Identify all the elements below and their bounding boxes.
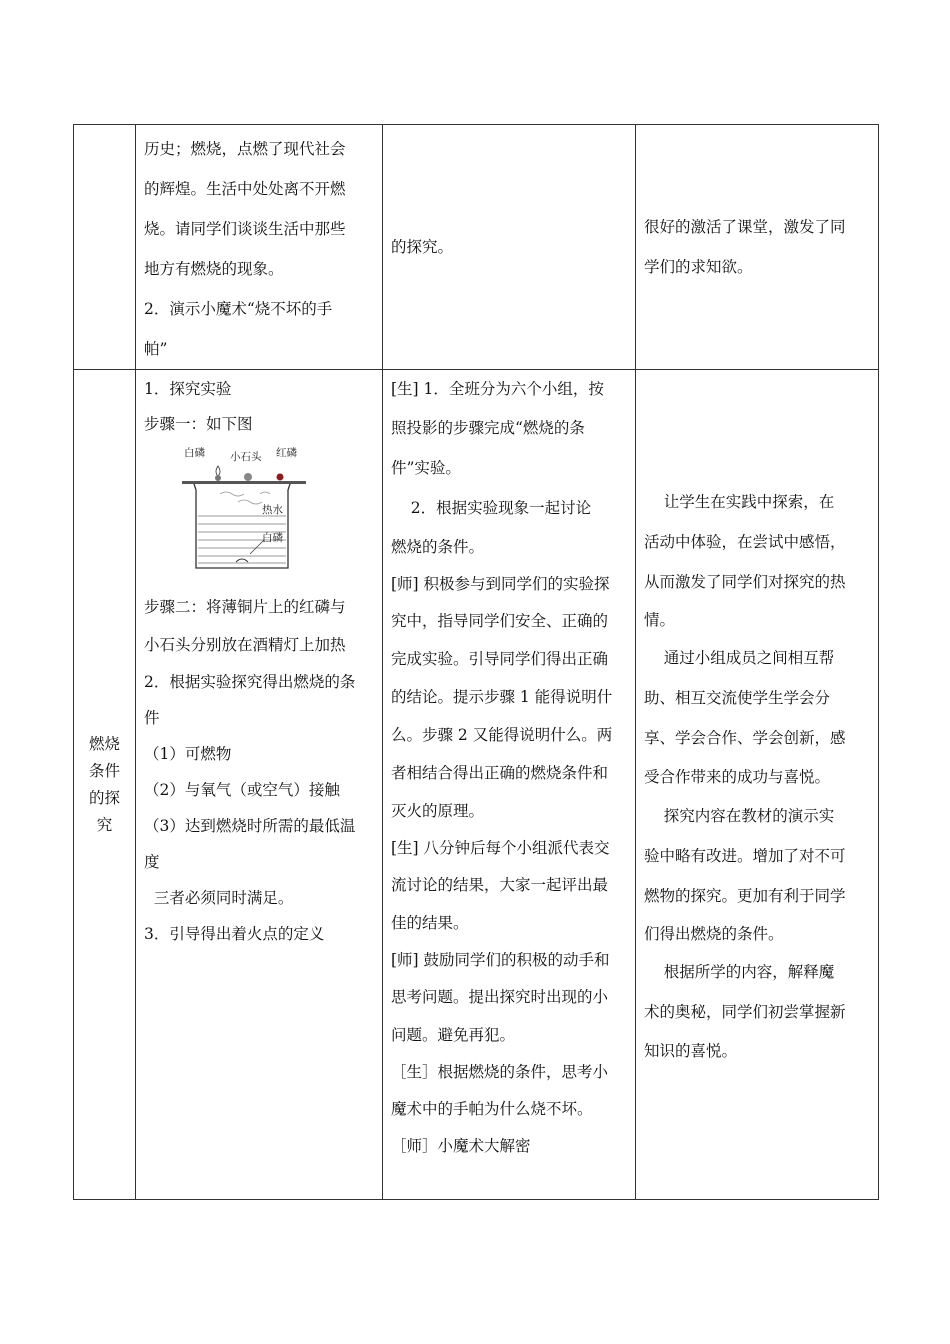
- text-line: 的探究。: [391, 237, 454, 256]
- text-line: 探究内容在教材的演示实: [644, 807, 835, 825]
- text-line: 步骤一：如下图: [144, 415, 253, 433]
- text-line: 验中略有改进。增加了对不可: [644, 847, 846, 865]
- label-hot-water: 热水: [262, 504, 283, 516]
- text-line: 让学生在实践中探索，在: [644, 493, 835, 511]
- text-line: 享、学会合作、学会创新，感: [644, 729, 846, 747]
- text-line: 的辉煌。生活中处处离不开燃: [144, 180, 346, 198]
- text-line: 件”实验。: [391, 459, 461, 477]
- stage-cell-empty: [74, 125, 136, 370]
- design-intent-cell: [636, 370, 879, 1200]
- stage-label-line: 的探: [88, 788, 120, 807]
- student-activity-cell: [383, 370, 636, 1200]
- text-line: 燃烧的条件。: [391, 538, 485, 556]
- text-line: 地方有燃烧的现象。: [144, 260, 284, 278]
- label-red-phosphorus: 红磷: [276, 447, 297, 459]
- student-activity-cell: [383, 125, 636, 370]
- text-line: 灭火的原理。: [391, 802, 485, 820]
- text-line: （3）达到燃烧时所需的最低温: [144, 817, 356, 835]
- text-line: 的结论。提示步骤 1 能得说明什: [391, 688, 613, 706]
- text-line: 3．引导得出着火点的定义: [144, 925, 325, 943]
- text-line: 活动中体验，在尝试中感悟，: [644, 533, 846, 551]
- text-line: 完成实验。引导同学们得出正确: [391, 650, 609, 668]
- text-line: [师] 积极参与到同学们的实验探: [391, 575, 610, 593]
- teacher-activity-cell: [136, 125, 383, 370]
- stage-label-cell: [74, 370, 136, 1200]
- stage-label-line: 究: [96, 815, 113, 834]
- text-line: 2．根据实验现象一起讨论: [391, 499, 592, 517]
- experiment-figure: [178, 444, 308, 574]
- text-line: 知识的喜悦。: [644, 1042, 738, 1060]
- label-white-phosphorus-bottom: 白磷: [262, 532, 283, 544]
- text-line: [师] 鼓励同学们的积极的动手和: [391, 951, 610, 969]
- text-line: 件: [144, 709, 160, 727]
- text-line: 佳的结果。: [391, 914, 469, 932]
- text-line: 2．演示小魔术“烧不坏的手: [144, 300, 333, 318]
- text-line: 通过小组成员之间相互帮: [644, 649, 835, 667]
- text-line: 者相结合得出正确的燃烧条件和: [391, 764, 609, 782]
- text-line: 三者必须同时满足。: [144, 889, 294, 907]
- text-line: 流讨论的结果，大家一起评出最: [391, 876, 609, 894]
- text-line: 度: [144, 853, 160, 871]
- text-line: （2）与氧气（或空气）接触: [144, 781, 340, 799]
- teacher-activity-cell: [136, 370, 383, 1200]
- text-line: [生] 1．全班分为六个小组，按: [391, 380, 604, 398]
- text-line: 1．探究实验: [144, 380, 232, 398]
- text-line: 助、相互交流使学生学会分: [644, 689, 831, 707]
- stage-label-line: 燃烧: [88, 734, 120, 753]
- text-line: ［师］小魔术大解密: [391, 1137, 531, 1155]
- text-line: 小石头分别放在酒精灯上加热: [144, 636, 346, 654]
- text-line: 2．根据实验探究得出燃烧的条: [144, 673, 356, 691]
- text-line: 帕”: [144, 340, 168, 358]
- text-line: 从而激发了同学们对探究的热: [644, 573, 846, 591]
- label-stone: 小石头: [230, 451, 262, 463]
- table-row: [74, 370, 879, 1200]
- text-line: （1）可燃物: [144, 745, 232, 763]
- lesson-plan-table: [73, 124, 879, 1200]
- design-intent-cell: [636, 125, 879, 370]
- text-line: 么。步骤 2 又能得说明什么。两: [391, 726, 613, 744]
- text-line: 历史；燃烧，点燃了现代社会: [144, 140, 346, 158]
- text-line: 根据所学的内容，解释魔: [644, 963, 835, 981]
- text-line: 燃物的探究。更加有利于同学: [644, 887, 846, 905]
- text-line: 受合作带来的成功与喜悦。: [644, 768, 831, 786]
- text-line: 们得出燃烧的条件。: [644, 925, 784, 943]
- label-white-phosphorus-top: 白磷: [184, 447, 205, 459]
- text-line: 问题。避免再犯。: [391, 1026, 516, 1044]
- table-row: [74, 125, 879, 370]
- text-line: 照投影的步骤完成“燃烧的条: [391, 419, 585, 437]
- text-line: 思考问题。提出探究时出现的小: [391, 988, 609, 1006]
- text-line: 步骤二：将薄铜片上的红磷与: [144, 598, 346, 616]
- text-line: 魔术中的手帕为什么烧不坏。: [391, 1100, 593, 1118]
- text-line: 术的奥秘，同学们初尝掌握新: [644, 1003, 846, 1021]
- stage-label-line: 条件: [88, 761, 120, 780]
- text-line: 很好的激活了课堂，激发了同: [644, 218, 846, 236]
- text-line: 究中，指导同学们安全、正确的: [391, 612, 609, 630]
- text-line: 学们的求知欲。: [644, 258, 753, 276]
- text-line: 情。: [644, 611, 676, 629]
- text-line: [生] 八分钟后每个小组派代表交: [391, 839, 610, 857]
- text-line: ［生］根据燃烧的条件，思考小: [391, 1063, 609, 1081]
- text-line: 烧。请同学们谈谈生活中那些: [144, 220, 346, 238]
